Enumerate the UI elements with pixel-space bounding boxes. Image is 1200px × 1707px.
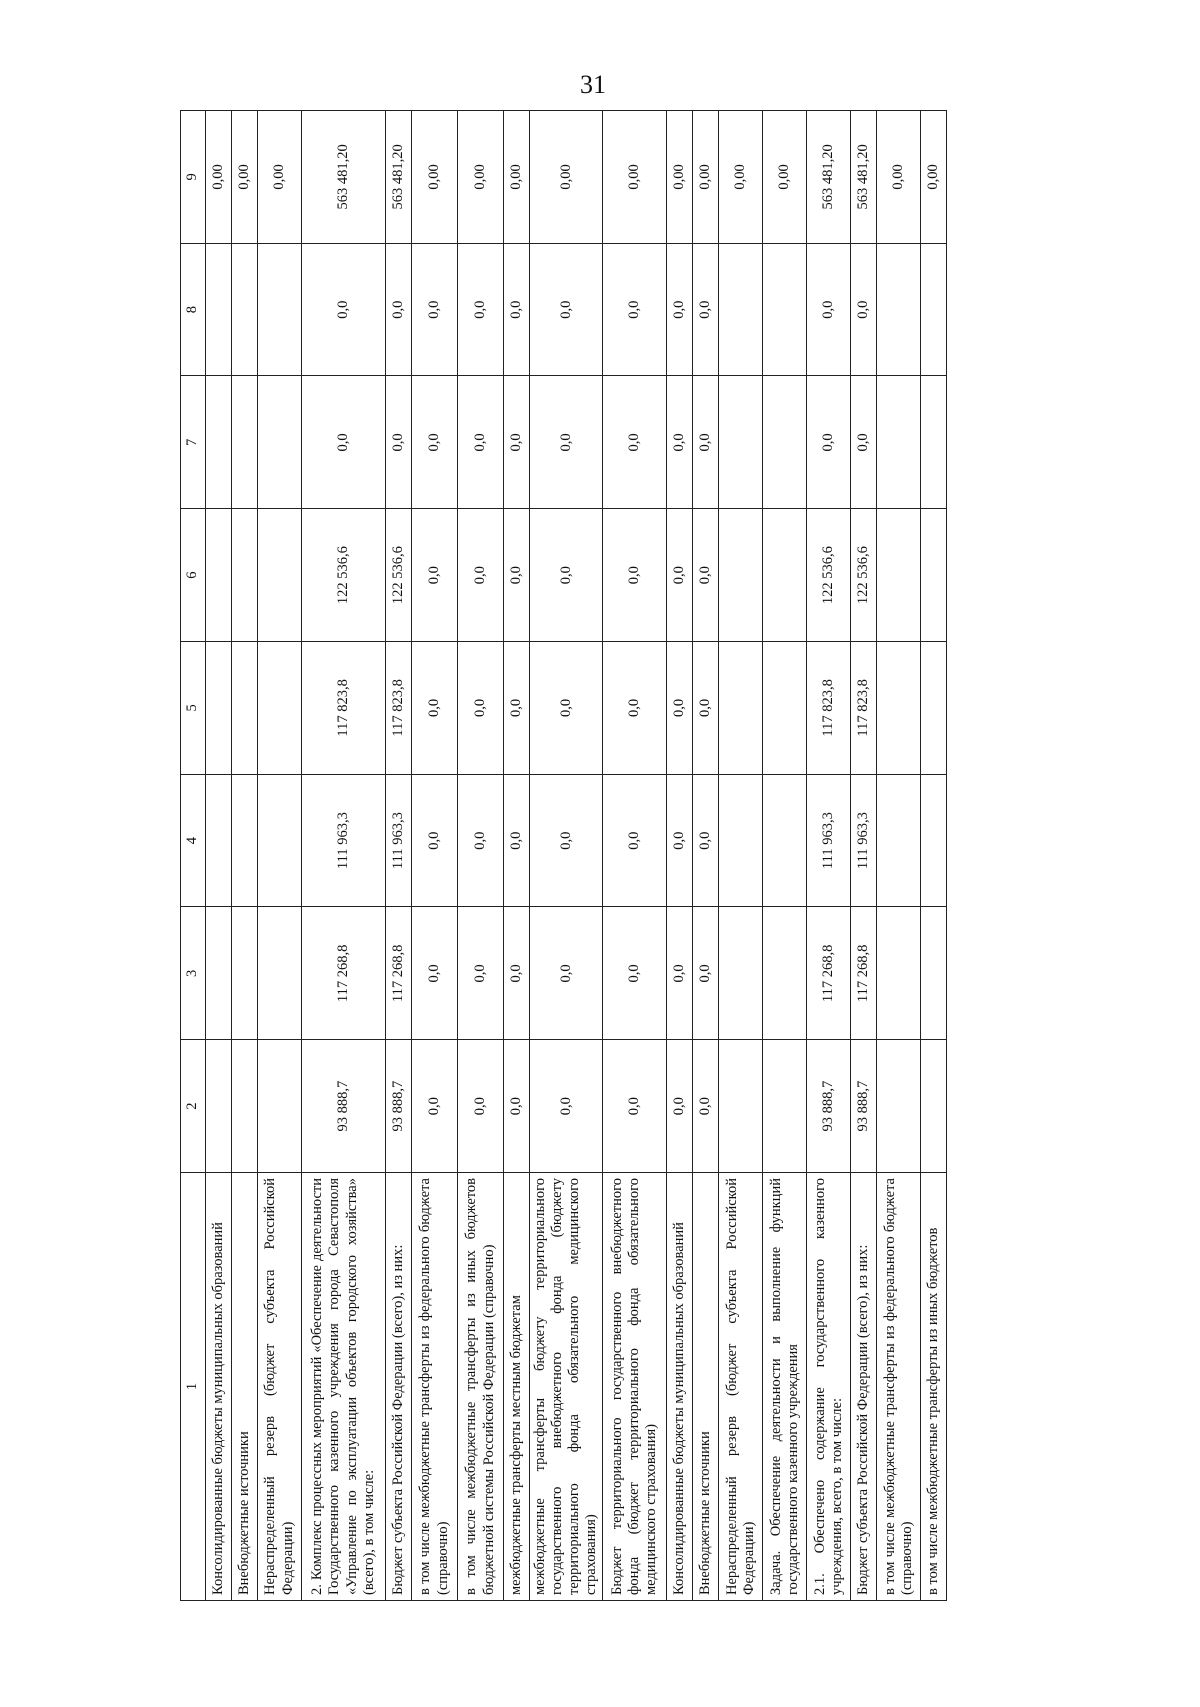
value-cell: 0,0 — [667, 642, 693, 775]
value-cell: 0,0 — [458, 1040, 504, 1173]
value-cell — [206, 509, 232, 642]
value-cell: 122 536,6 — [851, 509, 877, 642]
table-row — [807, 111, 851, 1601]
value-cell: 0,0 — [412, 243, 458, 376]
value-cell — [877, 1040, 921, 1173]
table-row — [530, 111, 603, 1601]
table-row — [851, 111, 877, 1601]
value-cell: 0,0 — [807, 243, 851, 376]
value-cell: 0,0 — [851, 243, 877, 376]
value-cell — [719, 509, 763, 642]
value-cell: 0,0 — [530, 774, 603, 907]
value-cell: 93 888,7 — [807, 1040, 851, 1173]
value-cell: 111 963,3 — [807, 774, 851, 907]
value-cell — [719, 907, 763, 1040]
value-cell: 0,00 — [232, 111, 258, 244]
value-cell: 0,0 — [530, 509, 603, 642]
value-cell — [206, 243, 232, 376]
value-cell — [719, 243, 763, 376]
row-label: межбюджетные трансферты местным бюджетам — [504, 1173, 530, 1601]
value-cell: 0,0 — [504, 1040, 530, 1173]
value-cell — [921, 907, 947, 1040]
row-label: в том числе межбюджетные трансферты из федерального бюджета (справочно) — [412, 1173, 458, 1601]
column-number-header: 2 — [181, 1040, 206, 1173]
value-cell: 111 963,3 — [851, 774, 877, 907]
value-cell: 0,0 — [458, 376, 504, 509]
table-row — [504, 111, 530, 1601]
value-cell — [763, 509, 807, 642]
value-cell — [921, 376, 947, 509]
value-cell: 122 536,6 — [386, 509, 412, 642]
value-cell: 117 268,8 — [386, 907, 412, 1040]
value-cell: 0,0 — [693, 642, 719, 775]
value-cell: 0,00 — [412, 111, 458, 244]
row-label: межбюджетные трансферты бюджету территориального государственного внебюджетного фонда (бюджету территориального фонда обязательного медицинского страхования) — [530, 1173, 603, 1601]
row-label: Бюджет субъекта Российской Федерации (всего), из них: — [386, 1173, 412, 1601]
value-cell: 0,0 — [693, 376, 719, 509]
value-cell: 0,00 — [458, 111, 504, 244]
column-number-header: 1 — [181, 1173, 206, 1601]
value-cell — [719, 642, 763, 775]
value-cell — [206, 642, 232, 775]
value-cell: 0,00 — [504, 111, 530, 244]
value-cell — [719, 1040, 763, 1173]
table-row — [693, 111, 719, 1601]
value-cell — [719, 376, 763, 509]
value-cell: 117 268,8 — [807, 907, 851, 1040]
value-cell — [763, 774, 807, 907]
row-label: Задача. Обеспечение деятельности и выполнение функций государственного казенного учреждения — [763, 1173, 807, 1601]
value-cell — [232, 376, 258, 509]
row-label: Бюджет территориального государственного внебюджетного фонда (бюджет территориального фонда обязательного медицинского страхования) — [603, 1173, 667, 1601]
value-cell: 0,00 — [763, 111, 807, 244]
value-cell: 0,0 — [504, 243, 530, 376]
value-cell: 0,0 — [693, 509, 719, 642]
value-cell: 0,0 — [693, 907, 719, 1040]
value-cell: 117 268,8 — [302, 907, 386, 1040]
value-cell: 0,0 — [667, 907, 693, 1040]
value-cell: 93 888,7 — [851, 1040, 877, 1173]
value-cell: 0,0 — [603, 907, 667, 1040]
column-number-header: 4 — [181, 774, 206, 907]
row-label: в том числе межбюджетные трансферты из иных бюджетов бюджетной системы Российской Федерации (справочно) — [458, 1173, 504, 1601]
value-cell: 0,0 — [504, 774, 530, 907]
value-cell: 0,0 — [458, 243, 504, 376]
value-cell: 0,0 — [504, 376, 530, 509]
value-cell: 117 823,8 — [302, 642, 386, 775]
value-cell — [258, 774, 302, 907]
value-cell: 0,0 — [851, 376, 877, 509]
row-label: Консолидированные бюджеты муниципальных образований — [667, 1173, 693, 1601]
value-cell: 563 481,20 — [807, 111, 851, 244]
value-cell — [206, 774, 232, 907]
value-cell: 122 536,6 — [807, 509, 851, 642]
value-cell: 0,00 — [603, 111, 667, 244]
value-cell: 0,0 — [386, 243, 412, 376]
value-cell — [877, 907, 921, 1040]
value-cell: 117 823,8 — [851, 642, 877, 775]
value-cell — [921, 1040, 947, 1173]
table-row — [412, 111, 458, 1601]
value-cell: 0,0 — [530, 243, 603, 376]
row-label: Внебюджетные источники — [693, 1173, 719, 1601]
table-row — [258, 111, 302, 1601]
value-cell: 0,0 — [458, 642, 504, 775]
table-row — [667, 111, 693, 1601]
value-cell: 0,0 — [412, 774, 458, 907]
value-cell — [877, 243, 921, 376]
value-cell: 563 481,20 — [386, 111, 412, 244]
value-cell: 0,00 — [719, 111, 763, 244]
column-number-header: 7 — [181, 376, 206, 509]
value-cell — [206, 1040, 232, 1173]
value-cell: 0,0 — [667, 243, 693, 376]
header-row — [181, 111, 206, 1601]
value-cell: 0,0 — [412, 907, 458, 1040]
value-cell: 0,0 — [807, 376, 851, 509]
row-label: Консолидированные бюджеты муниципальных образований — [206, 1173, 232, 1601]
value-cell: 0,0 — [693, 243, 719, 376]
value-cell — [232, 1040, 258, 1173]
value-cell — [206, 376, 232, 509]
value-cell: 0,0 — [603, 774, 667, 907]
row-label: Нераспределенный резерв (бюджет субъекта Российской Федерации) — [258, 1173, 302, 1601]
value-cell: 111 963,3 — [302, 774, 386, 907]
value-cell — [258, 907, 302, 1040]
value-cell: 0,00 — [206, 111, 232, 244]
value-cell: 0,0 — [530, 907, 603, 1040]
column-number-header: 8 — [181, 243, 206, 376]
value-cell — [763, 1040, 807, 1173]
value-cell: 0,0 — [530, 642, 603, 775]
value-cell — [719, 774, 763, 907]
value-cell: 117 268,8 — [851, 907, 877, 1040]
value-cell — [206, 907, 232, 1040]
column-number-header: 6 — [181, 509, 206, 642]
value-cell: 0,00 — [530, 111, 603, 244]
value-cell — [232, 642, 258, 775]
table-row — [458, 111, 504, 1601]
value-cell: 0,0 — [412, 642, 458, 775]
value-cell: 0,0 — [603, 1040, 667, 1173]
value-cell: 563 481,20 — [851, 111, 877, 244]
value-cell: 0,0 — [302, 376, 386, 509]
rotated-table-container — [180, 111, 1030, 1601]
value-cell: 0,00 — [258, 111, 302, 244]
table-row — [719, 111, 763, 1601]
value-cell: 0,0 — [667, 774, 693, 907]
column-number-header: 3 — [181, 907, 206, 1040]
table-row — [386, 111, 412, 1601]
value-cell: 563 481,20 — [302, 111, 386, 244]
value-cell: 93 888,7 — [386, 1040, 412, 1173]
value-cell: 0,0 — [693, 774, 719, 907]
value-cell: 0,0 — [458, 907, 504, 1040]
value-cell: 0,0 — [386, 376, 412, 509]
value-cell — [258, 509, 302, 642]
value-cell: 0,00 — [667, 111, 693, 244]
value-cell — [921, 642, 947, 775]
value-cell: 0,0 — [603, 376, 667, 509]
budget-table — [180, 110, 947, 1601]
value-cell: 93 888,7 — [302, 1040, 386, 1173]
value-cell — [763, 376, 807, 509]
value-cell: 0,00 — [921, 111, 947, 244]
value-cell: 0,0 — [412, 376, 458, 509]
value-cell — [877, 509, 921, 642]
row-label: Нераспределенный резерв (бюджет субъекта Российской Федерации) — [719, 1173, 763, 1601]
value-cell: 0,0 — [458, 774, 504, 907]
value-cell: 0,0 — [603, 243, 667, 376]
value-cell: 0,00 — [877, 111, 921, 244]
value-cell — [921, 509, 947, 642]
row-label: в том числе межбюджетные трансферты из иных бюджетов — [921, 1173, 947, 1601]
value-cell — [232, 243, 258, 376]
value-cell — [232, 509, 258, 642]
row-label: Бюджет субъекта Российской Федерации (всего), из них: — [851, 1173, 877, 1601]
value-cell — [877, 376, 921, 509]
value-cell: 0,00 — [693, 111, 719, 244]
value-cell — [232, 774, 258, 907]
table-row — [921, 111, 947, 1601]
value-cell: 0,0 — [504, 907, 530, 1040]
value-cell: 0,0 — [302, 243, 386, 376]
table-row — [206, 111, 232, 1601]
value-cell: 0,0 — [412, 509, 458, 642]
page-number: 31 — [580, 70, 606, 99]
row-label: в том числе межбюджетные трансферты из федерального бюджета (справочно) — [877, 1173, 921, 1601]
value-cell: 117 823,8 — [807, 642, 851, 775]
value-cell — [232, 907, 258, 1040]
value-cell — [258, 1040, 302, 1173]
value-cell — [258, 243, 302, 376]
value-cell: 0,0 — [693, 1040, 719, 1173]
value-cell: 0,0 — [504, 509, 530, 642]
table-row — [877, 111, 921, 1601]
row-label: 2. Комплекс процессных мероприятий «Обеспечение деятельности Государственного казенного учреждения города Севастополя «Управление по эксплуатации объектов городского хозяйства» (всего), в том числе: — [302, 1173, 386, 1601]
value-cell: 0,0 — [458, 509, 504, 642]
value-cell: 0,0 — [504, 642, 530, 775]
table-row — [603, 111, 667, 1601]
table-row — [302, 111, 386, 1601]
value-cell: 0,0 — [530, 376, 603, 509]
value-cell: 111 963,3 — [386, 774, 412, 907]
value-cell — [921, 774, 947, 907]
table-row — [763, 111, 807, 1601]
value-cell — [258, 376, 302, 509]
value-cell: 0,0 — [603, 642, 667, 775]
value-cell — [763, 243, 807, 376]
value-cell: 0,0 — [530, 1040, 603, 1173]
value-cell: 122 536,6 — [302, 509, 386, 642]
value-cell: 117 823,8 — [386, 642, 412, 775]
column-number-header: 9 — [181, 111, 206, 244]
value-cell: 0,0 — [412, 1040, 458, 1173]
row-label: 2.1. Обеспечено содержание государственного казенного учреждения, всего, в том числе: — [807, 1173, 851, 1601]
value-cell: 0,0 — [667, 1040, 693, 1173]
value-cell — [258, 642, 302, 775]
value-cell: 0,0 — [667, 376, 693, 509]
value-cell — [877, 774, 921, 907]
value-cell: 0,0 — [603, 509, 667, 642]
value-cell: 0,0 — [667, 509, 693, 642]
column-number-header: 5 — [181, 642, 206, 775]
table-row — [232, 111, 258, 1601]
value-cell — [877, 642, 921, 775]
row-label: Внебюджетные источники — [232, 1173, 258, 1601]
value-cell — [763, 642, 807, 775]
value-cell — [921, 243, 947, 376]
value-cell — [763, 907, 807, 1040]
